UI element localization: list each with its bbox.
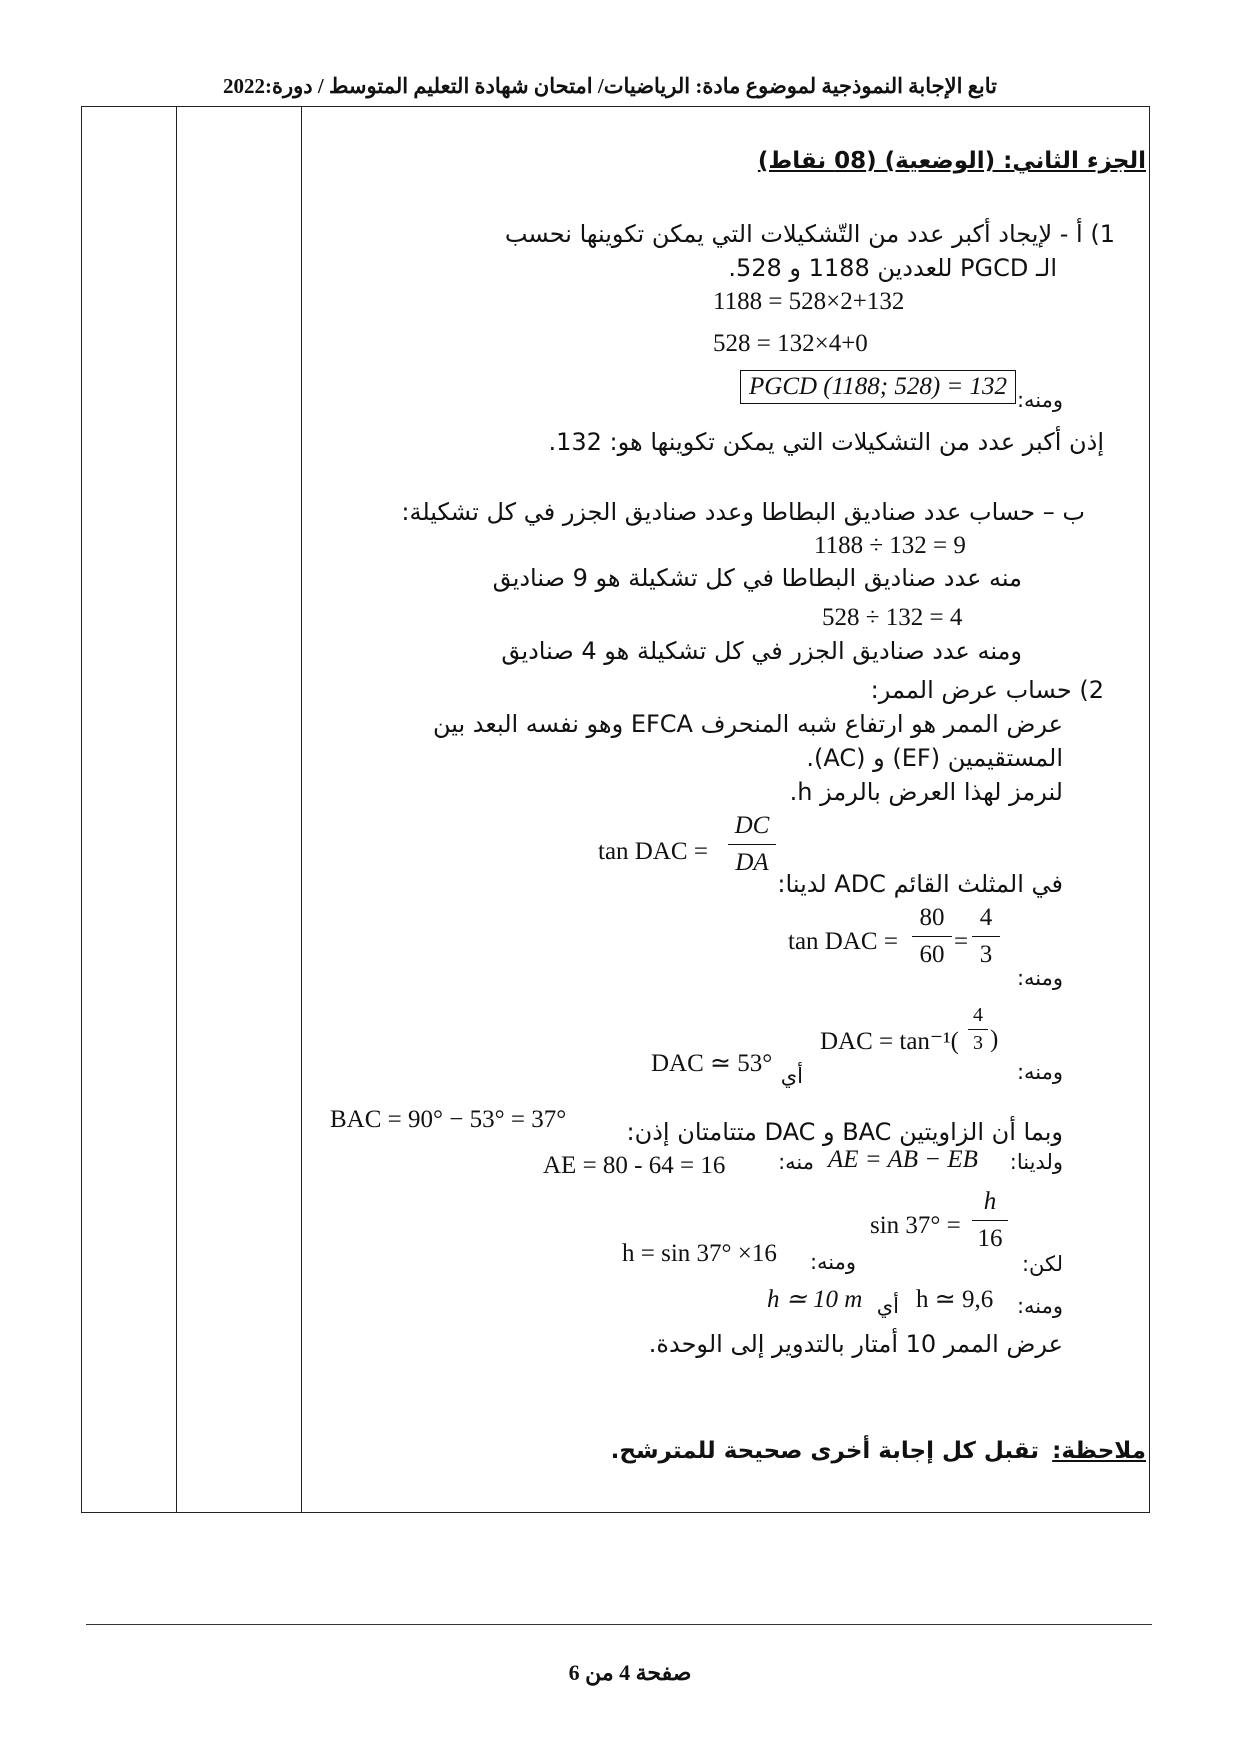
ae-definition: AE = AB − EB <box>828 1146 978 1173</box>
bac-equation: BAC = 90° − 53° = 37° <box>330 1106 567 1133</box>
fraction-4-3-arctan-denominator: 3 <box>973 1032 983 1054</box>
arctan-close-paren: ) <box>990 1026 999 1053</box>
page-number: صفحة 4 من 6 <box>568 1660 692 1685</box>
tan-dac-lhs-2: tan DAC = <box>788 928 898 955</box>
h-equation: h = sin 37° ×16 <box>622 1240 777 1267</box>
q2-line3: المستقيمين (EF) و (AC). <box>806 744 1063 772</box>
sin-37-lhs: sin 37° = <box>870 1212 961 1239</box>
q2-ae-label: ولدينا: <box>1009 1150 1063 1174</box>
q1b-result2: ومنه عدد صناديق الجزر في كل تشكيلة هو 4 صناديق <box>501 637 1022 665</box>
q1a-eq1: 1188 = 528×2+132 <box>713 288 905 315</box>
fraction-4-3-denominator: 3 <box>979 941 993 968</box>
q2-line4: لنرمز لهذا العرض بالرمز h. <box>789 778 1063 806</box>
q1a-line2: الـ PGCD للعددين 1188 و 528. <box>728 254 1057 282</box>
q2-but: لكن: <box>1021 1252 1063 1276</box>
fraction-dc-da <box>728 812 776 877</box>
q2-ae-thus: منه: <box>778 1150 814 1174</box>
fraction-80-60-numerator: 80 <box>919 904 945 931</box>
q2-final: عرض الممر 10 أمتار بالتدوير إلى الوحدة. <box>648 1330 1063 1358</box>
q1a-line1: 1) أ - لإيجاد أكبر عدد من التّشكيلات التي يمكن تكوينها نحسب <box>504 220 1115 248</box>
fraction-h-16 <box>972 1188 1008 1253</box>
fraction-h-16-numerator: h <box>983 1188 997 1215</box>
q1b-eq1: 1188 ÷ 132 = 9 <box>814 532 966 559</box>
fraction-4-3-numerator: 4 <box>979 904 993 931</box>
q2-thus-2: ومنه: <box>1016 1060 1063 1084</box>
h-approx-1: h ≃ 9,6 <box>916 1286 994 1313</box>
fraction-bar <box>728 844 776 845</box>
arctan-expression: DAC = tan⁻¹( <box>820 1028 959 1055</box>
q1a-conclusion: إذن أكبر عدد من التشكيلات التي يمكن تكوينها هو: 132. <box>548 428 1104 456</box>
q1b-result1: منه عدد صناديق البطاطا في كل تشكيلة هو 9 صناديق <box>492 564 1022 592</box>
fraction-dc-da-numerator: DC <box>734 812 770 839</box>
fraction-4-3-arctan <box>968 1004 988 1055</box>
note-label: ملاحظة: <box>1052 1438 1146 1464</box>
q1b-line1: ب – حساب عدد صناديق البطاطا وعدد صناديق الجزر في كل تشكيلة: <box>401 498 1085 526</box>
q2-thus-4: ومنه: <box>1016 1294 1063 1318</box>
fraction-bar <box>972 936 1000 937</box>
fraction-80-60-denominator: 60 <box>919 941 945 968</box>
note-text: تقبل كل إجابة أخرى صحيحة للمترشح. <box>610 1438 1039 1464</box>
fraction-dc-da-denominator: DA <box>735 849 769 876</box>
pgcd-result-box: PGCD (1188; 528) = 132 <box>740 370 1016 404</box>
q2-line1: 2) حساب عرض الممر: <box>870 676 1104 704</box>
h-approx-2: h ≃ 10 m <box>767 1286 863 1313</box>
table-column-divider-left <box>176 106 177 1513</box>
fraction-4-3 <box>972 904 1000 969</box>
fraction-80-60 <box>912 904 952 969</box>
fraction-bar <box>912 936 952 937</box>
fraction-h-16-denominator: 16 <box>977 1225 1003 1252</box>
q2-line2: عرض الممر هو ارتفاع شبه المنحرف EFCA وهو نفسه البعد بين <box>432 710 1063 738</box>
fraction-bar <box>968 1029 988 1030</box>
dac-approx: DAC ≃ 53° <box>651 1050 773 1077</box>
q1a-boxed-prefix: ومنه: <box>1016 388 1063 412</box>
q2-complementary: وبما أن الزاويتين BAC و DAC متتامتان إذن: <box>626 1118 1063 1146</box>
q2-ay-1: أي <box>780 1064 803 1088</box>
q2-ay-2: أي <box>876 1294 899 1318</box>
table-column-divider-right <box>301 106 302 1513</box>
equals-sign: = <box>954 928 969 955</box>
page-header: تابع الإجابة النموذجية لموضوع مادة: الرياضيات/ امتحان شهادة التعليم المتوسط / دورة:2022 <box>223 74 997 98</box>
q2-triangle-label: في المثلث القائم ADC لدينا: <box>777 870 1063 898</box>
q2-thus-3: ومنه: <box>809 1250 856 1274</box>
footer-divider <box>86 1624 1152 1625</box>
section-title: الجزء الثاني: (الوضعية) (08 نقاط) <box>757 148 1146 174</box>
ae-value: AE = 80 - 64 = 16 <box>543 1152 726 1179</box>
q1a-eq2: 528 = 132×4+0 <box>713 330 868 357</box>
fraction-bar <box>972 1220 1008 1221</box>
fraction-4-3-arctan-numerator: 4 <box>973 1004 983 1026</box>
q2-thus-1: ومنه: <box>1016 966 1063 990</box>
tan-dac-lhs: tan DAC = <box>598 838 708 865</box>
q1b-eq2: 528 ÷ 132 = 4 <box>822 604 963 631</box>
